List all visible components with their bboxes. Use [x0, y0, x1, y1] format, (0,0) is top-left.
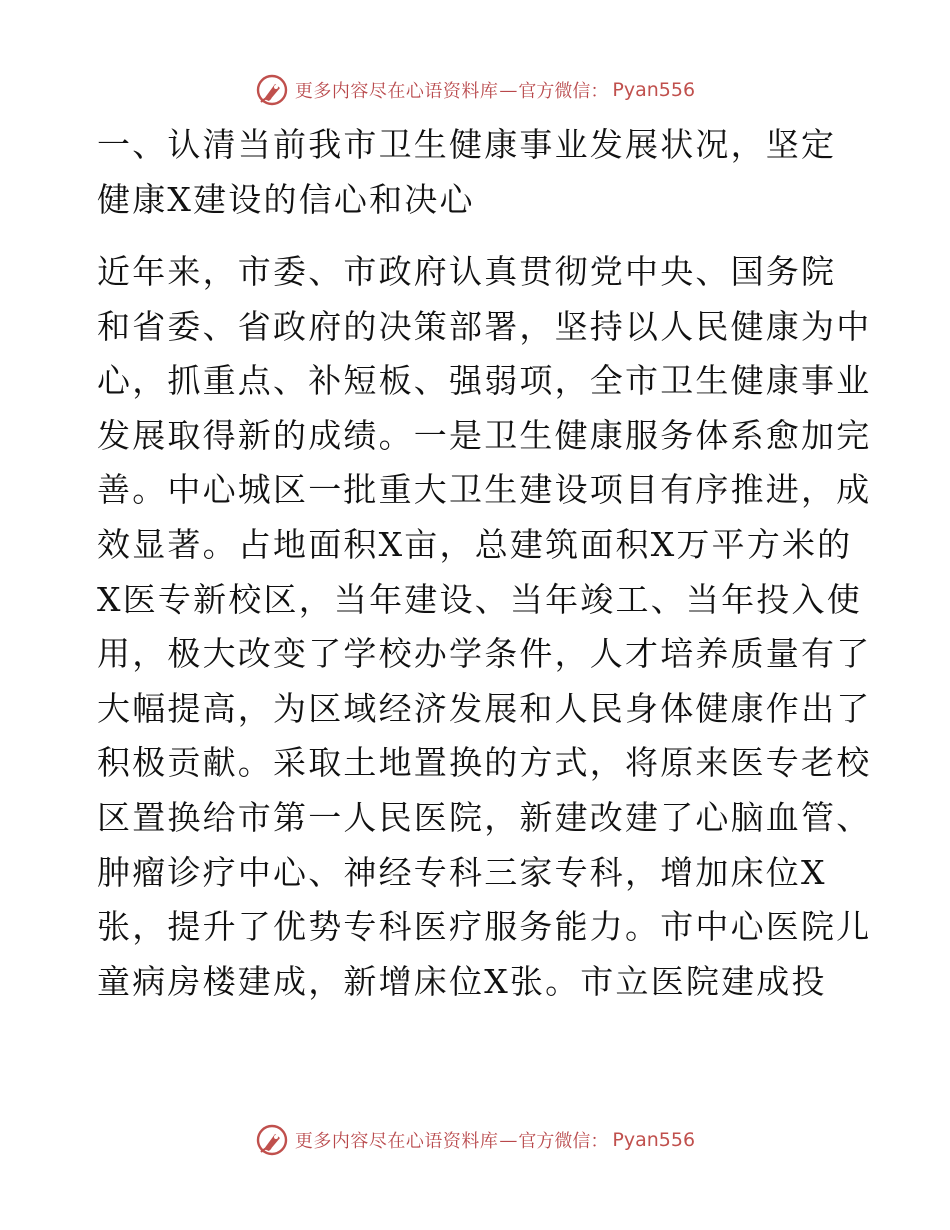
banner-separator: —	[499, 79, 518, 101]
paragraph-line: 区置换给市第一人民医院，新建改建了心脑血管、	[97, 797, 872, 837]
paragraph-line: X医专新校区，当年建设、当年竣工、当年投入使	[97, 579, 862, 619]
banner-separator: —	[499, 1129, 518, 1151]
banner-wechat-label: 官方微信：	[518, 81, 609, 102]
header-banner	[0, 68, 950, 112]
paragraph-line: 大幅提高，为区域经济发展和人民身体健康作出了	[97, 688, 872, 728]
paragraph-line: 近年来，市委、市政府认真贯彻党中央、国务院	[97, 252, 837, 291]
paragraph-line: 发展取得新的成绩。一是卫生健康服务体系愈加完	[97, 415, 872, 455]
paragraph-line: 善。中心城区一批重大卫生建设项目有序推进，成	[97, 470, 872, 510]
banner-wechat-label: 官方微信：	[518, 1131, 609, 1152]
paragraph-line: 积极贡献。采取土地置换的方式，将原来医专老校	[97, 743, 872, 783]
banner-text: 更多内容尽在心语资料库	[294, 81, 499, 102]
paragraph-line: 肿瘤诊疗中心、神经专科三家专科，增加床位X	[97, 852, 827, 892]
pen-nib-logo-icon	[255, 1123, 289, 1157]
banner-text: 更多内容尽在心语资料库	[294, 1131, 499, 1152]
banner-wechat-id: Pyan556	[612, 1129, 696, 1151]
banner-wechat-id: Pyan556	[612, 79, 696, 101]
footer-banner	[0, 1118, 950, 1162]
paragraph-line: 和省委、省政府的决策部署，坚持以人民健康为中	[97, 306, 872, 346]
heading-line: 一、认清当前我市卫生健康事业发展状况，坚定	[97, 125, 837, 164]
body-paragraph	[97, 245, 872, 1009]
paragraph-line: 用，极大改变了学校办学条件，人才培养质量有了	[97, 634, 872, 674]
pen-nib-logo-icon	[255, 73, 289, 107]
paragraph-line: 童病房楼建成，新增床位X张。市立医院建成投	[97, 961, 827, 1001]
section-heading	[97, 118, 857, 227]
heading-line: 健康X建设的信心和决心	[97, 179, 475, 219]
paragraph-line: 效显著。占地面积X亩，总建筑面积X万平方米的	[97, 524, 853, 564]
paragraph-line: 心，抓重点、补短板、强弱项，全市卫生健康事业	[97, 361, 872, 401]
paragraph-line: 张，提升了优势专科医疗服务能力。市中心医院儿	[97, 907, 872, 947]
